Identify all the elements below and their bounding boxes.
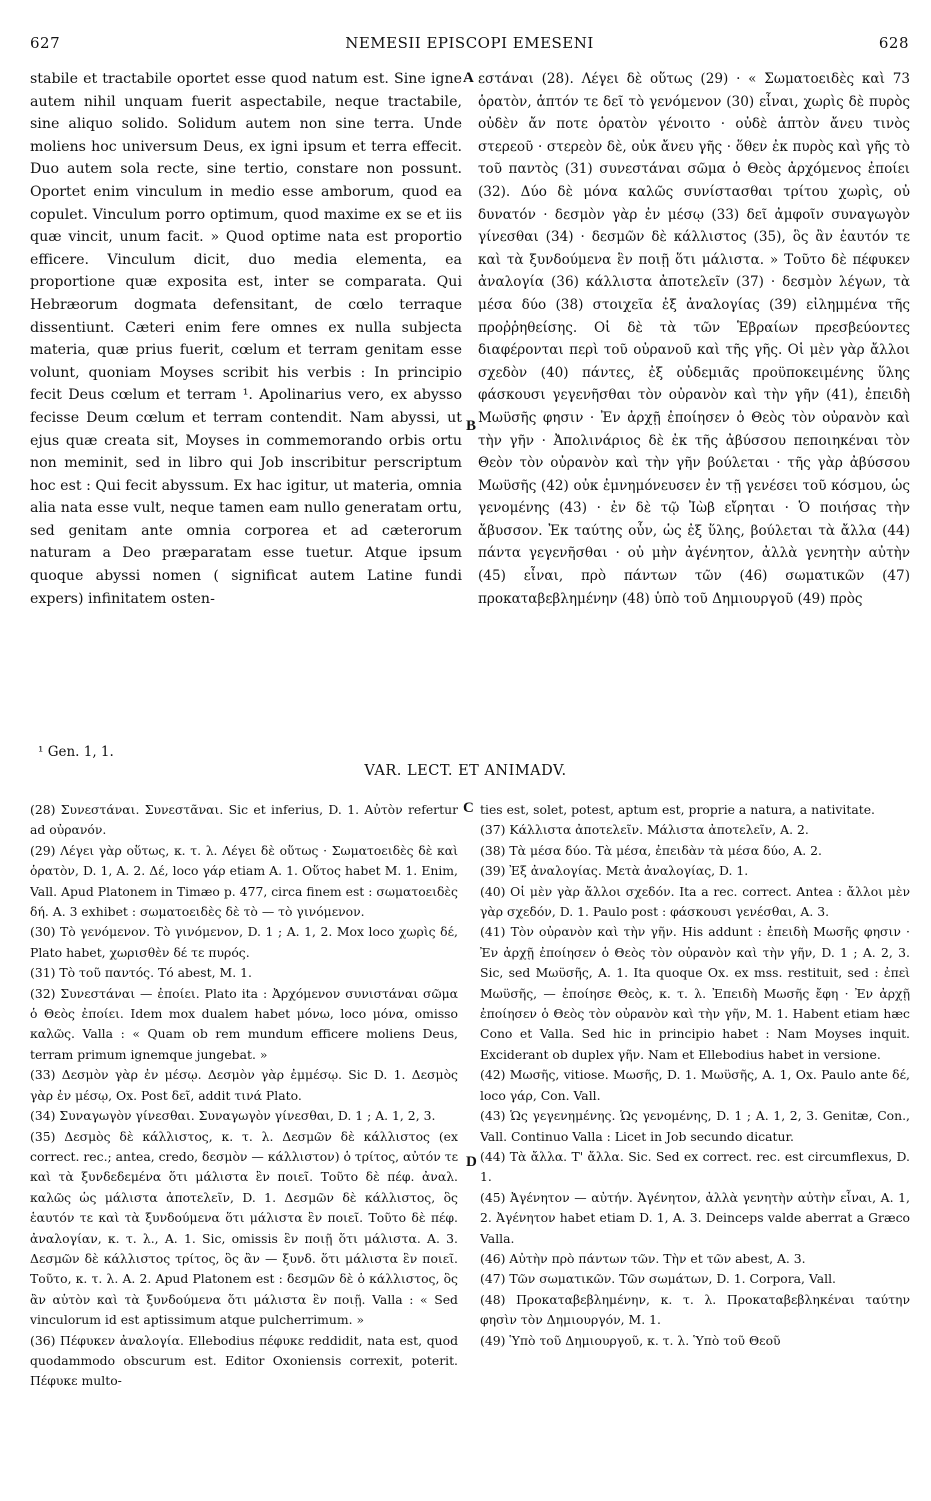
note-entry: (32) Συνεστάναι — ἐποίει. Plato ita : Ἀρχόμενον συνιστάναι σῶμα ὁ Θεὸς ἐποίει. Idem mox dualem habet μόνω, loco μόνα, omisso καλῶς. Valla : « Quam ob rem mundum efficere moliens Deus, terram primum ignemque jungebat. »: [30, 985, 458, 1062]
running-title: NEMESII EPISCOPI EMESENI: [345, 34, 594, 52]
note-entry: (49) Ὑπὸ τοῦ Δημιουργοῦ, κ. τ. λ. Ὑπὸ τοῦ Θεοῦ: [480, 1332, 781, 1348]
note-entry: (36) Πέφυκεν ἀναλογία. Ellebodius πέφυκε reddidit, nata est, quod quodammodo obscurum est. Editor Oxoniensis correxit, poterit. Πέφυκε multo-: [30, 1332, 458, 1389]
note-entry: (30) Τὸ γενόμενον. Τὸ γινόμενον, D. 1 ; A. 1, 2. Mox loco χωρὶς δέ, Plato habet, χωρισθὲν δέ τε πυρός.: [30, 924, 458, 960]
notes-right-column: [480, 800, 910, 1490]
greek-column: [478, 68, 910, 748]
note-entry: (44) Τὰ ἄλλα. Τ' ἄλλα. Sic. Sed ex correct. rec. est circumflexus, D. 1.: [480, 1148, 910, 1185]
running-header: [30, 34, 909, 58]
note-entry: (46) Αὐτὴν πρὸ πάντων τῶν. Τὴν et τῶν abest, A. 3.: [480, 1250, 806, 1266]
margin-mark-a: A: [463, 70, 474, 86]
note-entry: (28) Συνεστάναι. Συνεστᾶναι. Sic et inferius, D. 1. Αὐτὸν refertur ad οὐρανόν.: [30, 802, 458, 838]
note-entry: (34) Συναγωγὸν γίνεσθαι. Συναγωγὸν γίνεσθαι, D. 1 ; A. 1, 2, 3.: [30, 1108, 436, 1124]
note-entry: (43) Ὡς γεγενημένης. Ὡς γενομένης, D. 1 ; A. 1, 2, 3. Genitæ, Con., Vall. Continuo Valla : Licet in Job secundo dicatur.: [480, 1108, 910, 1144]
note-entry: (39) Ἐξ ἀναλογίας. Μετὰ ἀναλογίας, D. 1.: [480, 863, 749, 879]
note-entry: (35) Δεσμὸς δὲ κάλλιστος, κ. τ. λ. Δεσμῶν δὲ κάλλιστος (ex correct. rec.; antea, credo, δεσμὸν — κάλλιστον) ὁ τρίτος, αὐτόν τε καὶ τὰ ξυνδεδεμένα ὅτι μάλιστα ἓν ποιεῖ. Τοῦτο δὲ πέφ. ἀναλ. καλῶς ὡς μάλιστα ἀποτελεῖν, D. 1. Δεσμῶν δὲ κάλλιστος, ὃς ἑαυτόν τε καὶ τὰ ξυνδούμενα ὅτι μάλιστα ἓν ποιεῖ. Τοῦτο δὲ πέφ. ἀναλογίαν, κ. τ. λ., A. 1. Sic, omissis ἓν ποιῇ ὅτι μάλιστα. A. 3. Δεσμῶν δὲ κάλλιστος τρίτος, ὃς ἂν — ξυνδ. ὅτι μάλιστα ἓν ποιεῖ. Τοῦτο, κ. τ. λ. A. 2. Apud Platonem est : δεσμῶν δὲ ὁ κάλλιστος, ὃς ἂν αὑτὸν καὶ τὰ ξυνδούμενα ὅτι μάλιστα ἓν ποιῇ. Valla : « Sed vinculorum id est aptissimum atque pulcherrimum. »: [30, 1128, 458, 1328]
note-entry: (37) Κάλλιστα ἀποτελεῖν. Μάλιστα ἀποτελεῖν, A. 2.: [480, 822, 809, 838]
page-number-right: 628: [878, 34, 909, 52]
latin-column: [30, 68, 462, 748]
section-title: VAR. LECT. ET ANIMADV.: [364, 763, 567, 779]
note-entry: (40) Οἱ μὲν γὰρ ἄλλοι σχεδόν. Ita a rec. correct. Antea : ἄλλοι μὲν γὰρ σχεδόν, D. 1. Paulo post : φάσκουσι γενέσθαι, A. 3.: [480, 883, 910, 920]
note-entry: ties est, solet, potest, aptum est, proprie a natura, a nativitate.: [480, 802, 875, 817]
margin-mark-d: D: [466, 1154, 477, 1170]
note-entry: (41) Τὸν οὐρανὸν καὶ τὴν γῆν. His addunt : ἐπειδὴ Μωσῆς φησιν · Ἐν ἀρχῇ ἐποίησεν ὁ Θεὸς τὸν οὐρανὸν καὶ τὴν γῆν, D. 1 ; A. 2, 3. Sic, sed Μωϋσῆς, A. 1. Ita quoque Ox. ex mss. restituit, sed : ἐπεὶ Μωϋσῆς, — ἐποίησε Θεὸς, κ. τ. λ. Ἐπειδὴ Μωσῆς ἔφη · Ἐν ἀρχῇ ἐποίησεν ὁ Θεὸς τὸν οὐρανὸν καὶ τὴν γῆν, M. 1. Habent etiam hæc Cono et Valla. Sed hic in principio habet : Nam Moyses inquit. Exciderant ob duplex γῆν. Nam et Ellebodius habet in versione.: [480, 924, 910, 1062]
margin-mark-c: C: [463, 800, 474, 816]
note-entry: (33) Δεσμὸν γὰρ ἐν μέσῳ. Δεσμὸν γὰρ ἐμμέσῳ. Sic D. 1. Δεσμὸς γὰρ ἐν μέσῳ, Ox. Post δεῖ, addit τινά Plato.: [30, 1067, 458, 1103]
note-entry: (29) Λέγει γὰρ οὕτως, κ. τ. λ. Λέγει δὲ οὕτως · Σωματοειδὲς δὲ καὶ ὁρατὸν, D. 1, A. 2. Δέ, loco γάρ etiam A. 1. Οὕτος habet M. 1. Enim, Vall. Apud Platonem in Timæo p. 477, circa finem est : σωματοειδὲς δή. A. 3 exhibet : σωματοειδὲς δὲ τὸ — τὸ γινόμενον.: [30, 842, 458, 920]
note-entry: (42) Μωσῆς, vitiose. Μωσῆς, D. 1. Μωϋσῆς, A. 1, Ox. Paulo ante δέ, loco γάρ, Con. Vall.: [480, 1067, 910, 1103]
margin-mark-b: B: [466, 418, 477, 434]
page-number-left: 627: [30, 34, 61, 52]
note-entry: (47) Τῶν σωματικῶν. Τῶν σωμάτων, D. 1. Corpora, Vall.: [480, 1271, 836, 1287]
notes-left-column: [30, 800, 458, 1490]
note-entry: (48) Προκαταβεβλημένην, κ. τ. λ. Προκαταβεβληκέναι ταύτην φησὶν τὸν Δημιουργόν, M. 1.: [480, 1291, 910, 1328]
greek-text: εστάναι (28). Λέγει δὲ οὕτως (29) · « Σωματοειδὲς καὶ 73 ὁρατὸν, ἁπτόν τε δεῖ τὸ γενόμενον (30) εἶναι, χωρὶς δὲ πυρὸς οὐδὲν ἄν ποτε ὁρατὸν γένοιτο · οὐδὲ ἁπτὸν ἄνευ τινὸς στερεοῦ · στερεὸν δὲ, οὐκ ἄνευ γῆς · ὅθεν ἐκ πυρὸς καὶ γῆς τὸ τοῦ παντὸς (31) συνεστάναι σῶμα ὁ Θεὸς ἀρχόμενος ἐποίει (32). Δύο δὲ μόνα καλῶς συνίστασθαι τρίτου χωρὶς, οὐ δυνατόν · δεσμὸν γὰρ ἐν μέσῳ (33) δεῖ ἀμφοῖν συναγωγὸν γίνεσθαι (34) · δεσμῶν δὲ κάλλιστος (35), ὃς ἂν ἑαυτόν τε καὶ τὰ ξυνδούμενα ἓν ποιῇ ὅτι μάλιστα. » Τοῦτο δὲ πέφυκεν ἀναλογία (36) κάλλιστα ἀποτελεῖν (37) · δεσμὸν λέγων, τὰ μέσα δύο (38) στοιχεῖα ἐξ ἀναλογίας (39) εἰλημμένα τῆς προῤῥηθείσης. Οἱ δὲ τὰ τῶν Ἑβραίων πρεσβεύοντες διαφέρονται περὶ τοῦ οὐρανοῦ καὶ τῆς γῆς. Οἱ μὲν γὰρ ἄλλοι σχεδὸν (40) πάντες, ἐξ οὐδεμιᾶς προϋποκειμένης ὕλης φάσκουσι γεγενῆσθαι τὸν οὐρανὸν καὶ τὴν γῆν (41), ἐπειδὴ Μωϋσῆς φησιν · Ἐν ἀρχῇ ἐποίησεν ὁ Θεὸς τὸν οὐρανὸν καὶ τὴν γῆν · Ἀπολινάριος δὲ ἐκ τῆς ἀβύσσου πεποιηκέναι τὸν Θεὸν τὸν οὐρανὸν καὶ τὴν γῆν βούλεται · τῆς γὰρ ἀβύσσου Μωϋσῆς (42) οὐκ ἐμνημόνευσεν ἐν τῇ γενέσει τοῦ κόσμου, ὡς γενομένης (43) · ἐν δὲ τῷ Ἰὼβ εἴρηται · Ὁ ποιήσας τὴν ἄβυσσον. Ἐκ ταύτης οὖν, ὡς ἐξ ὕλης, βούλεται τὰ ἄλλα (44) πάντα γεγενῆσθαι · οὐ μὴν ἀγένητον, ἀλλὰ γενητὴν αὐτὴν (45) εἶναι, πρὸ πάντων τῶν (46) σωματικῶν (47) προκαταβεβλημένην (48) ὑπὸ τοῦ Δημιουργοῦ (49) πρὸς: [478, 71, 910, 607]
note-entry: (31) Τὸ τοῦ παντός. Τό abest, M. 1.: [30, 965, 252, 981]
note-entry: (38) Τὰ μέσα δύο. Τὰ μέσα, ἐπειδὰν τὰ μέσα δύο, A. 2.: [480, 842, 822, 858]
latin-text: stabile et tractabile oportet esse quod natum est. Sine igne autem nihil unquam fuerit aspectabile, neque tractabile, sine aliquo solido. Solidum autem non sine terra. Unde moliens hoc universum Deus, ex igni ipsum et terra effecit. Duo autem sola recte, sine tertio, constare non possunt. Oportet enim vinculum in medio esse amborum, quod ea copulet. Vinculum porro optimum, quod maxime ex se et iis quæ vincit, unum facit. » Quod optime nata est proportio efficere. Vinculum dicit, duo media elementa, ea proportione quæ exposita est, inter se comparata. Qui Hebræorum dogmata defensitant, de cœlo terraque dissentiunt. Cæteri enim fere omnes ex nulla subjecta materia, quæ prius fuerit, cœlum et terram genitam esse volunt, quoniam Moyses scribit his verbis : In principio fecit Deus cœlum et terram ¹. Apolinarius vero, ex abysso fecisse Deum cœlum et terram contendit. Nam abyssi, ut ejus quæ creata sit, Moyses in commemorando orbis ortu non meminit, sed in libro qui Job inscribitur perscriptum hoc est : Qui fecit abyssum. Ex hac igitur, ut materia, omnia alia nata esse vult, neque tamen eam nullo generatam ortu, sed genitam ante omnia corporea et ad cæterorum naturam a Deo præparatam esse tuetur. Atque ipsum quoque abyssi nomen ( significat autem Latine fundi expers) infinitatem osten-: [30, 71, 462, 607]
footnote: ¹ Gen. 1, 1.: [38, 744, 114, 760]
note-entry: (45) Ἀγένητον — αὐτήν. Ἀγένητον, ἀλλὰ γενητὴν αὐτὴν εἶναι, A. 1, 2. Ἀγένητον habet etiam D. 1, A. 3. Deinceps valde aberrat a Græco Valla.: [480, 1189, 910, 1246]
